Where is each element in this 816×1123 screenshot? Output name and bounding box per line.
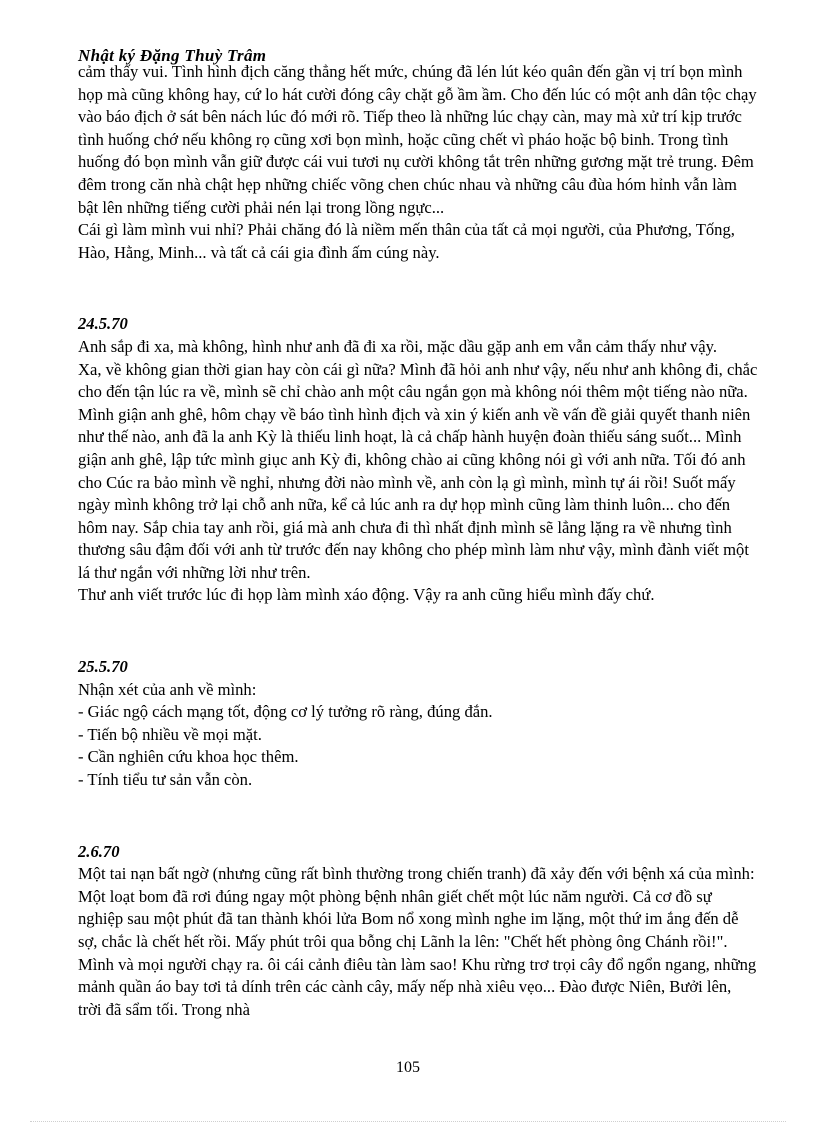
diary-entry [78,313,758,607]
diary-entry [78,656,758,792]
entry-date: 25.5.70 [78,657,128,677]
list-item: - Cần nghiên cứu khoa học thêm. [78,747,299,767]
paragraph: cảm thấy vui. Tình hình địch căng thẳng hết mức, chúng đã lén lút kéo quân đến gần vị trí bọn mình họp mà cũng không hay, cứ lo hát cười đóng cây chặt gỗ ầm ầm. Cho đến lúc có một anh dân tộc chạy vào báo địch ở sát bên nách lúc đó mới rõ. Tiếp theo là những lúc chạy càn, may mà xử trí kịp trước tình huống chớ nếu không rọ cũng xơi bọn mình, hoặc cũng chết vì pháo hoặc bộ binh. Trong tình huống đó bọn mình vẫn giữ được cái vui tươi nụ cười không tắt trên những gương mặt trẻ trung. Đêm đêm trong căn nhà chật hẹp những chiếc võng chen chúc nhau và những câu đùa hóm hỉnh vẫn làm bật lên những tiếng cười phải nén lại trong lồng ngực... [78,62,757,217]
diary-entry [78,841,758,1022]
paragraph: Thư anh viết trước lúc đi họp làm mình xáo động. Vậy ra anh cũng hiểu mình đấy chứ. [78,585,655,605]
list-item: - Tiến bộ nhiều về mọi mặt. [78,724,262,744]
paragraph: Mình giận anh ghê, hôm chạy về báo tình hình địch và xin ý kiến anh về vấn đề giải quyết thanh niên như thế nào, anh đã la anh Kỳ là thiếu linh hoạt, là cả chấp hành huyện đoàn thiếu sáng suốt... Mình giận anh ghê, lập tức mình giục anh Kỳ đi, không chào ai cũng không nói gì với anh nữa. Tối đó anh cho Cúc ra bảo mình về nghỉ, nhưng đời nào mình về, anh còn lạ gì mình, mình tự ái rồi! Suốt mấy ngày mình không trở lại chỗ anh nữa, kể cả lúc anh ra dự họp mình cũng làm thinh luôn... cho đến hôm nay. Sắp chia tay anh rồi, giá mà anh chưa đi thì nhất định mình sẽ lẳng lặng ra về nhưng tình thương sâu đậm đối với anh từ trước đến nay không cho phép mình làm như vậy, mình đành viết một lá thư ngắn với những lời như trên. [78,404,751,582]
paragraph: Anh sắp đi xa, mà không, hình như anh đã đi xa rồi, mặc dầu gặp anh em vẫn cảm thấy như vậy. [78,336,718,356]
list-item: - Tính tiểu tư sản vẫn còn. [78,770,253,790]
running-header: Nhật ký Đặng Thuỳ Trâm [78,46,267,65]
page-bottom-divider [30,1121,786,1122]
page-number: 105 [396,1059,420,1076]
list-item: - Giác ngộ cách mạng tốt, động cơ lý tưởng rõ ràng, đúng đắn. [78,702,493,722]
paragraph: Cái gì làm mình vui nhỉ? Phải chăng đó là niềm mến thân của tất cả mọi người, của Phương, Tống, Hào, Hằng, Minh... và tất cả cái gia đình ấm cúng này. [78,220,735,262]
entry-date: 24.5.70 [78,314,128,334]
entry-date: 2.6.70 [78,841,120,861]
paragraph: Một tai nạn bất ngờ (nhưng cũng rất bình thường trong chiến tranh) đã xảy đến với bệnh xá của mình: Một loạt bom đã rơi đúng ngay một phòng bệnh nhân giết chết một lúc năm người. Cả cơ đồ sự nghiệp sau một phút đã tan thành khói lửa Bom nổ xong mình nghe im lặng, một thứ im ắng đến dễ sợ, chắc là chết hết rồi. Mấy phút trôi qua bỗng chị Lãnh la lên: "Chết hết phòng ông Chánh rồi!". Mình và mọi người chạy ra. ôi cái cảnh điêu tàn làm sao! Khu rừng trơ trọi cây đổ ngổn ngang, những mảnh quần áo bay tơi tả dính trên các cành cây, mấy nếp nhà xiêu vẹo... Đào được Niên, Bưởi lên, trời đã sẩm tối. Trong nhà [78,864,757,1019]
intro-section [78,61,758,264]
paragraph: Xa, về không gian thời gian hay còn cái gì nữa? Mình đã hỏi anh như vậy, nếu như anh không đi, chắc cho đến tận lúc ra về, mình sẽ chỉ chào anh một câu ngắn gọn mà không nói thêm một tiếng nào nữa. [78,359,758,402]
paragraph: Nhận xét của anh về mình: [78,679,257,699]
page-content [78,61,758,1021]
